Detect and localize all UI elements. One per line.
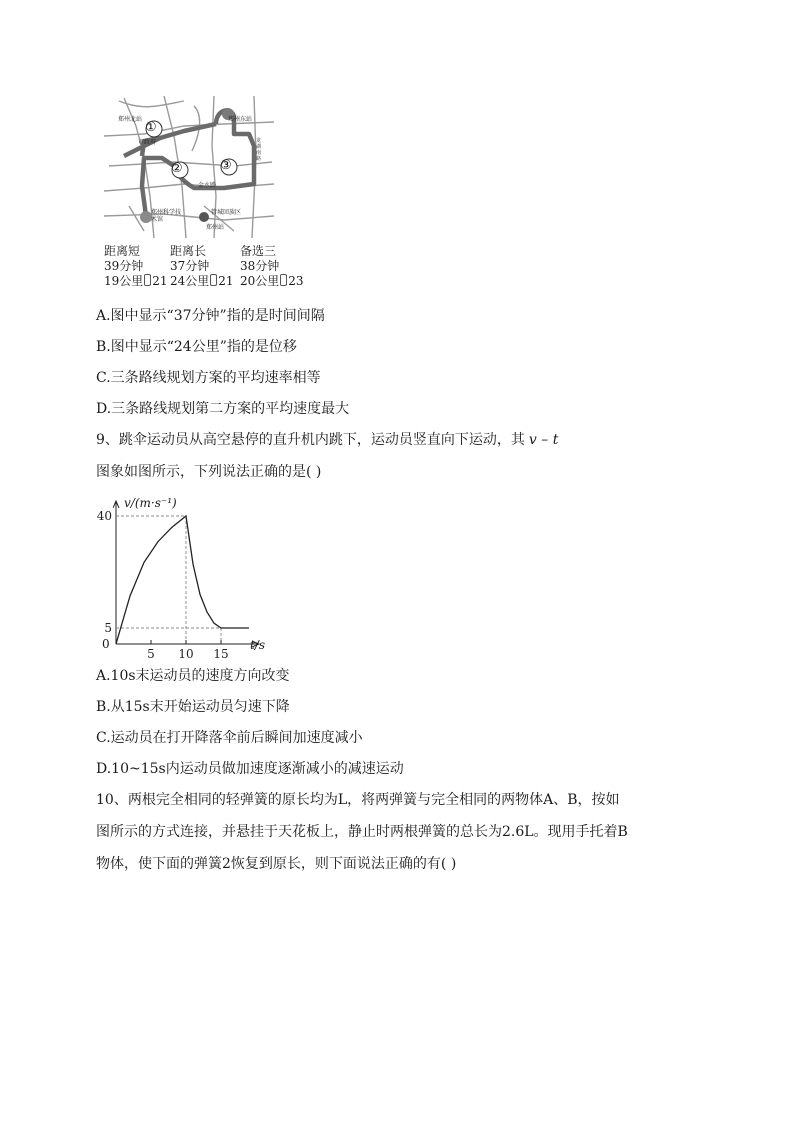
circle-label-3: ③ (220, 158, 232, 173)
x-axis-label: t/s (250, 638, 266, 652)
station-label: 龙湖南路 (256, 138, 262, 162)
x-tick-label: 10 (178, 647, 194, 658)
station-label: 郑州科学技术馆 (151, 209, 182, 223)
station-label: 郑州北站 (118, 116, 143, 123)
q9-stem-line-2: 图象如图所示，下列说法正确的是( ) (96, 464, 322, 480)
q8-option-b: B.图中显示“24公里”指的是位移 (96, 339, 297, 355)
route-time: 38分钟 (240, 259, 280, 273)
x-tick-label: 15 (213, 647, 229, 658)
q9-option-a: A.10s末运动员的速度方向改变 (96, 668, 290, 684)
origin-label: 0 (102, 637, 110, 651)
route-distance: 19公里 (104, 274, 144, 288)
series-line (116, 516, 249, 644)
route-option-2 (170, 244, 240, 289)
q9-stem-text: 9、跳伞运动员从高空悬停的直升机内跳下，运动员竖直向下运动，其 (96, 432, 525, 448)
vt-chart-svg (96, 494, 266, 658)
q8-option-a: A.图中显示“37分钟”指的是时间间隔 (96, 308, 325, 324)
q9-option-c: C.运动员在打开降落伞前后瞬间加速度减小 (96, 730, 363, 746)
route-lights: 21 (218, 274, 234, 288)
route-distance: 24公里 (170, 274, 210, 288)
route-time: 37分钟 (170, 259, 210, 273)
route-map-figure (104, 96, 274, 238)
q8-option-c: C.三条路线规划方案的平均速率相等 (96, 370, 321, 386)
route-lights: 21 (152, 274, 168, 288)
route-distance-row (104, 274, 174, 289)
route-name: 备选三 (240, 244, 277, 258)
station-label: 金水路 (198, 182, 217, 189)
q10-stem-line-1: 10、两根完全相同的轻弹簧的原长均为L，将两弹簧与完全相同的两物体A、B，按如 (96, 792, 620, 808)
traffic-light-icon (144, 274, 151, 286)
vt-chart (96, 494, 266, 658)
station-label: 郑州东站 (228, 116, 253, 123)
q8-option-d: D.三条路线规划第二方案的平均速度最大 (96, 401, 350, 417)
y-tick-label: 5 (104, 621, 112, 635)
q10-stem-line-3: 物体，使下面的弹簧2恢复到原长，则下面说法正确的有( ) (96, 856, 457, 872)
route-distance: 20公里 (240, 274, 280, 288)
traffic-light-icon (210, 274, 217, 286)
y-axis-label: v/(m·s⁻¹) (124, 496, 177, 510)
q10-stem-line-2: 图所示的方式连接，并悬挂于天花板上，静止时两根弹簧的总长为2.6L。现用手托着B (96, 824, 628, 840)
station-label: 市政府 (138, 139, 157, 146)
station-label: 郑州站 (206, 224, 225, 231)
route-name: 距离长 (170, 244, 207, 258)
q9-option-d: D.10~15s内运动员做加速度逐渐减小的减速运动 (96, 761, 404, 777)
traffic-light-icon (280, 274, 287, 286)
route-name: 距离短 (104, 244, 141, 258)
route-distance-row (170, 274, 240, 289)
circle-label-1: ① (145, 120, 157, 135)
q9-vt-symbol: v – t (528, 432, 559, 448)
route-lights: 23 (288, 274, 304, 288)
q9-stem-line-1 (96, 430, 558, 450)
q9-option-b: B.从15s末开始运动员匀速下降 (96, 699, 290, 715)
route-distance-row (240, 274, 310, 289)
route-time: 39分钟 (104, 259, 144, 273)
route-option-3 (240, 244, 310, 289)
route-option-1 (104, 244, 174, 289)
y-tick-label: 40 (96, 509, 112, 523)
x-tick-label: 5 (147, 647, 155, 658)
station-label: 管城回族区 (211, 209, 242, 216)
circle-label-2: ② (171, 161, 183, 176)
